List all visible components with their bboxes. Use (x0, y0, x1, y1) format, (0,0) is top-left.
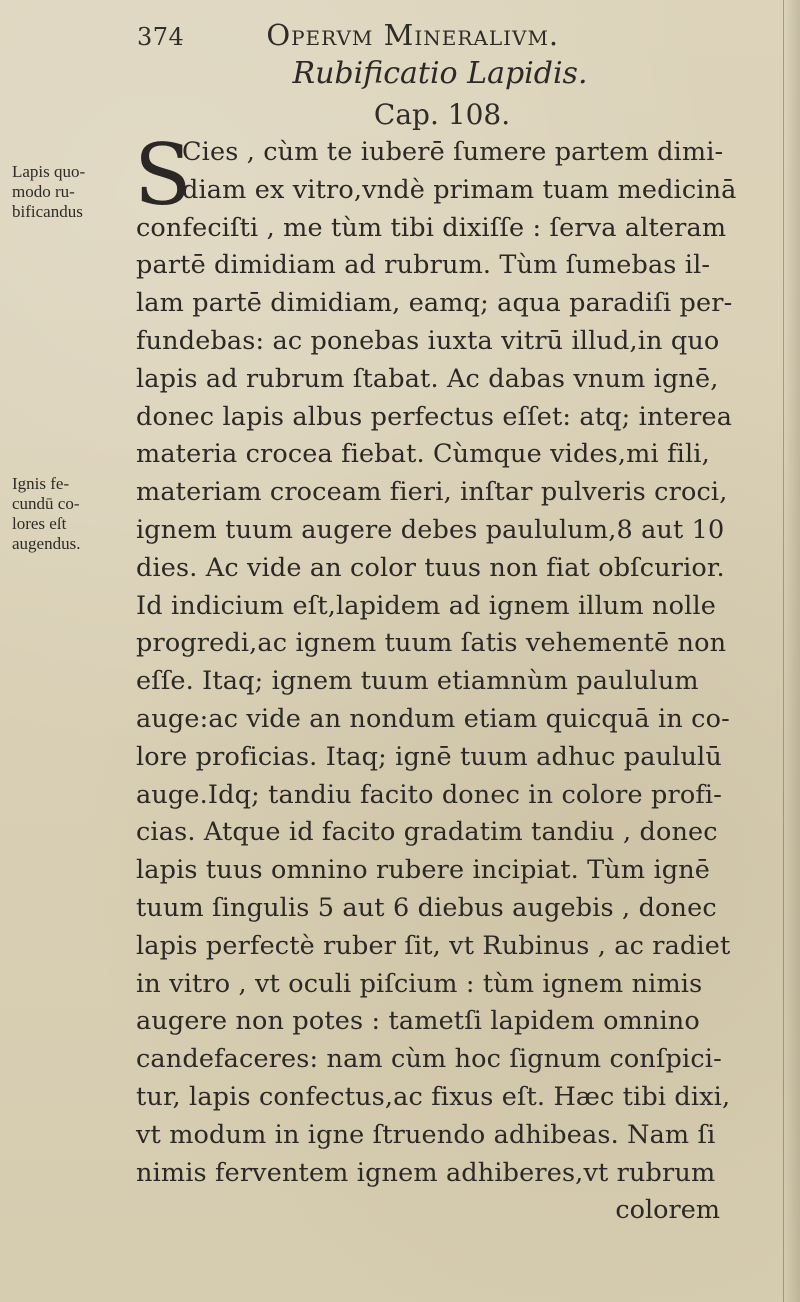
margin-note-line: cundū co- (12, 494, 80, 513)
drop-cap: S (134, 126, 192, 224)
body-line: Id indicium eſt,lapidem ad ignem illum nolle (136, 590, 716, 621)
margin-note-2 (12, 474, 124, 554)
body-line: lam partē dimidiam, eamq; aqua paradiſi per- (136, 288, 733, 319)
body-line: lapis perfectè ruber ſit, vt Rubinus , ac radiet (136, 930, 731, 961)
margin-note-line: modo ru- (12, 182, 75, 201)
section-title: Rubificatio Lapidis. (292, 56, 588, 91)
body-line: tuum ſingulis 5 aut 6 diebus augebis , donec (136, 892, 717, 923)
body-line: dies. Ac vide an color tuus non fiat obſcurior. (136, 552, 725, 583)
body-line: confeciſti , me tùm tibi dixiſſe : ſerva alteram (136, 212, 727, 243)
margin-note-line: Lapis quo- (12, 162, 86, 181)
margin-note-line: lores eſt (12, 514, 67, 533)
body-line: donec lapis albus perfectus eſſet: atq; interea (136, 401, 733, 432)
chapter-heading: Cap. 108. (373, 98, 511, 131)
body-line: auge.Idq; tandiu facito donec in colore profi- (136, 779, 722, 810)
body-line: vt modum in igne ſtruendo adhibeas. Nam ſi (136, 1119, 716, 1150)
running-head (137, 18, 757, 56)
body-line: Cies , cùm te iuberē ſumere partem dimi- (182, 137, 724, 167)
body-line: materia crocea fiebat. Cùmque vides,mi fili, (136, 439, 710, 470)
body-text (134, 126, 776, 1230)
body-line: auge:ac vide an nondum etiam quicquā in co- (136, 703, 730, 734)
body-line: tur, lapis confectus,ac fixus eſt. Hæc tibi dixi, (136, 1081, 731, 1112)
body-line: progredi,ac ignem tuum ſatis vehementē non (136, 628, 727, 659)
running-title: Opervm Mineralivm. (266, 18, 560, 52)
page-number: 374 (137, 23, 185, 51)
catchword: colorem (615, 1195, 720, 1226)
body-line: ignem tuum augere debes paululum,8 aut 10 (136, 514, 725, 545)
body-line: lapis tuus omnino rubere incipiat. Tùm ignē (136, 855, 711, 886)
body-line: candefaceres: nam cùm hoc ſignum conſpici- (136, 1044, 722, 1075)
body-line: augere non potes : tametſi lapidem omnino (136, 1006, 700, 1037)
body-line: cias. Atque id facito gradatim tandiu , donec (136, 817, 718, 848)
body-line: materiam croceam fieri, inſtar pulveris croci, (136, 477, 728, 508)
margin-note-line: augendus. (12, 534, 81, 553)
body-line: lore proficias. Itaq; ignē tuum adhuc paululū (136, 741, 722, 772)
margin-note-line: bificandus (12, 202, 83, 221)
margin-note-1 (12, 162, 124, 222)
body-line: nimis ferventem ignem adhiberes,vt rubrum (136, 1157, 716, 1188)
body-line: eſſe. Itaq; ignem tuum etiamnùm paululum (136, 666, 699, 697)
page-edge-shadow (783, 0, 800, 1302)
body-line: lapis ad rubrum ſtabat. Ac dabas vnum ignē, (136, 363, 719, 394)
body-line: partē dimidiam ad rubrum. Tùm ſumebas il- (136, 250, 711, 281)
body-line: diam ex vitro,vndè primam tuam medicinā (182, 174, 737, 205)
body-line: in vitro , vt oculi piſcium : tùm ignem nimis (136, 968, 703, 999)
margin-note-line: Ignis fe- (12, 474, 70, 493)
body-line: fundebas: ac ponebas iuxta vitrū illud,in quo (136, 325, 720, 356)
